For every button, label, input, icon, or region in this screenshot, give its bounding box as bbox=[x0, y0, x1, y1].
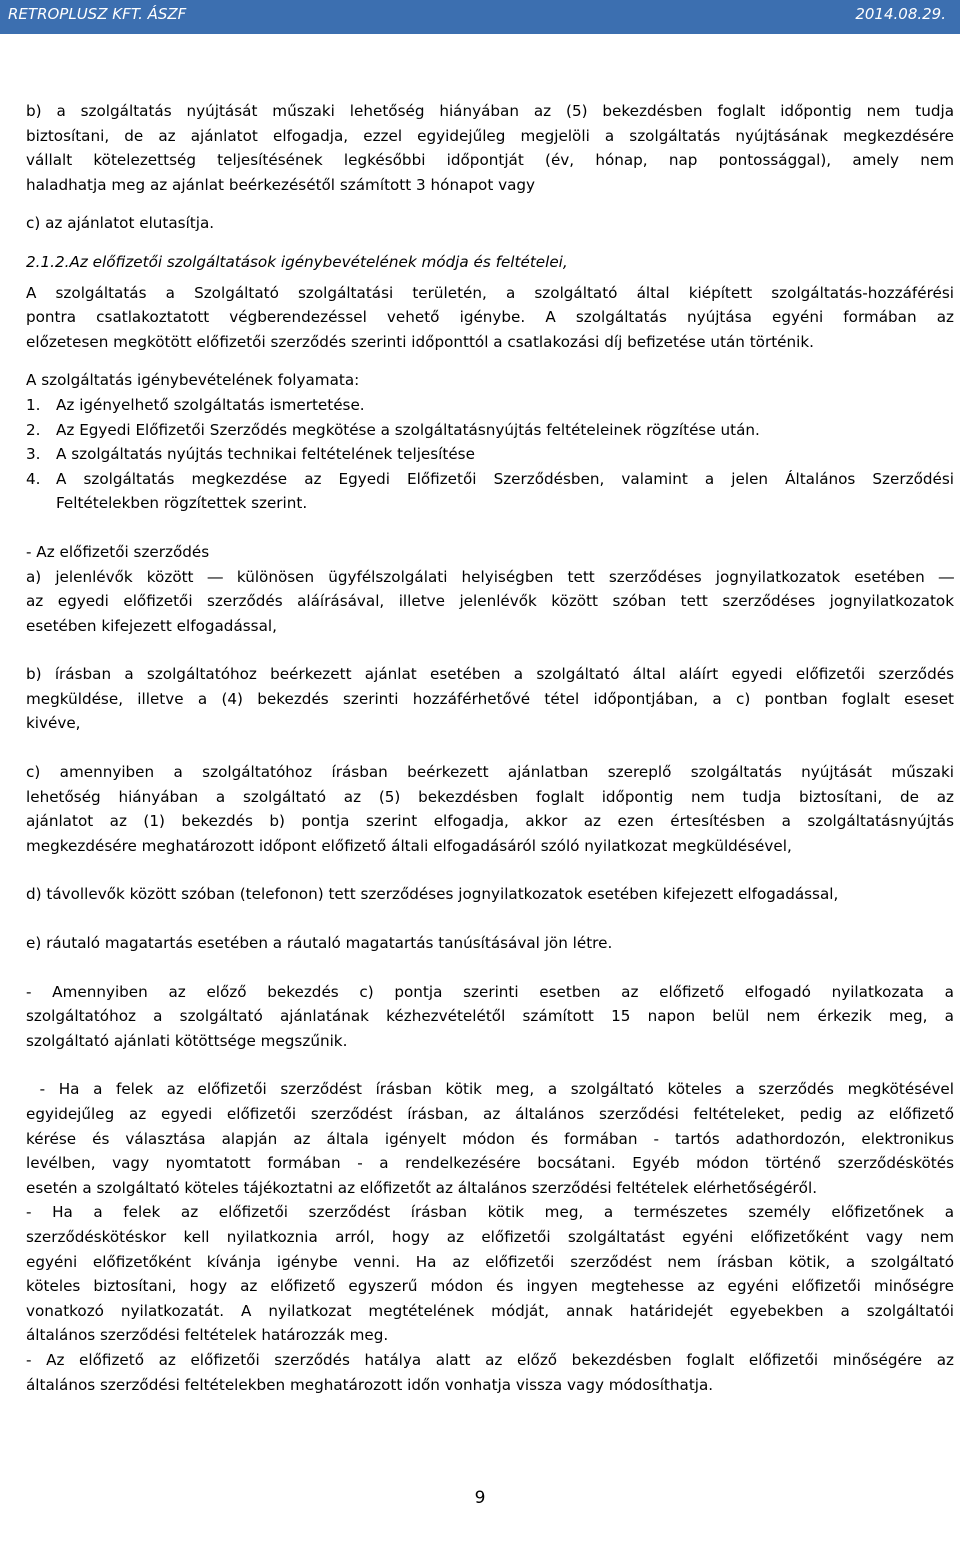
contract-paragraph-ha-1 bbox=[26, 1077, 954, 1200]
text-line: esetében kifejezett elfogadással, bbox=[26, 616, 277, 635]
list-item: 2. Az Egyedi Előfizetői Szerződés megkötése a szolgáltatásnyújtás feltételeinek rögzítése után. bbox=[26, 420, 760, 439]
intro-paragraph-c: c) az ajánlatot elutasítja. bbox=[26, 214, 215, 233]
text-line: köteles biztosítani, hogy az előfizető egyszerű módon és ingyen megtehesse az egyéni előfizetői minőségre bbox=[26, 1277, 954, 1296]
text-line: egyidejűleg az egyedi előfizetői szerződést írásban, az általános szerződési feltételeket, pedig az előfizető bbox=[26, 1105, 954, 1123]
text-line: - Ha a felek az előfizetői szerződést írásban kötik meg, a szolgáltató köteles a szerződés megkötésével bbox=[26, 1080, 954, 1099]
list-item: 1. Az igényelhető szolgáltatás ismertetése. bbox=[26, 395, 365, 414]
text-line: vállalt kötelezettség teljesítésének legkésőbbi időpontját (év, hónap, nap pontossággal), amely nem bbox=[26, 151, 954, 170]
list-item: 3. A szolgáltatás nyújtás technikai feltételének teljesítése bbox=[26, 445, 475, 464]
text-line: szolgáltató ajánlati kötöttsége megszűnik. bbox=[26, 1031, 348, 1050]
text-line: kivéve, bbox=[26, 714, 81, 733]
page-header bbox=[0, 0, 960, 34]
header-date: 2014.08.29. bbox=[855, 5, 946, 23]
section-paragraph bbox=[26, 281, 954, 355]
header-company: RETROPLUSZ KFT. ÁSZF bbox=[8, 5, 187, 23]
text-line: - Az előfizető az előfizetői szerződés hatálya alatt az előző bekezdésben foglalt előfizetői minőségére az bbox=[26, 1350, 954, 1369]
contract-paragraph-amennyiben bbox=[26, 980, 954, 1054]
text-line: lehetőség hiányában a szolgáltató az (5) bekezdésben foglalt időpontig nem tudja biztosítani, de az bbox=[26, 787, 954, 806]
contract-paragraph-e: e) ráutaló magatartás esetében a ráutaló magatartás tanúsításával jön létre. bbox=[26, 934, 613, 953]
page-number: 9 bbox=[474, 1488, 486, 1508]
contract-paragraph-a bbox=[26, 565, 954, 639]
text-line: b) a szolgáltatás nyújtását műszaki lehetőség hiányában az (5) bekezdésben foglalt időpontig nem tudja bbox=[26, 102, 954, 120]
text-line: vonatkozó nyilatkozatát. A nyilatkozat megtételének módját, annak határidejét egyebekben a szolgáltatói bbox=[26, 1301, 954, 1320]
text-line: pontra csatlakoztatott végberendezéssel vehető igénybe. A szolgáltatás nyújtása egyéni formában az bbox=[26, 308, 954, 327]
contract-paragraph-d: d) távollevők között szóban (telefonon) tett szerződéses jognyilatkozatok esetében kifejezett elfogadással, bbox=[26, 885, 839, 904]
process-list bbox=[26, 393, 954, 516]
text-line: biztosítani, de az ajánlatot elfogadja, ezzel egyidejűleg megjelöli a szolgáltatás nyújtásának megkezdésére bbox=[26, 126, 954, 145]
text-line: egyéni előfizetőként kívánja igénybe venni. Ha az előfizetői szerződést nem írásban kötik, a szolgáltató bbox=[26, 1252, 954, 1271]
contract-paragraph-b bbox=[26, 662, 954, 736]
text-line: esetén a szolgáltató köteles tájékoztatni az előfizetőt az általános szerződési feltételek elérhetőségéről. bbox=[26, 1178, 818, 1197]
text-line: a) jelenlévők között ― különösen ügyfélszolgálati helyiségben tett szerződéses jognyilatkozatok esetében ― bbox=[26, 567, 954, 586]
text-line: c) amennyiben a szolgáltatóhoz írásban beérkezett ajánlatban szereplő szolgáltatás nyújtását műszaki bbox=[26, 763, 954, 782]
text-line: - Amennyiben az előző bekezdés c) pontja szerinti esetben az előfizető elfogadó nyilatkozata a bbox=[26, 982, 954, 1001]
contract-heading: - Az előfizetői szerződés bbox=[26, 542, 210, 561]
text-line: levélben, vagy nyomtatott formában - a rendelkezésére bocsátani. Egyéb módon történő szerződéskötés bbox=[26, 1154, 954, 1173]
text-line: haladhatja meg az ajánlat beérkezésétől számított 3 hónapot vagy bbox=[26, 175, 536, 194]
text-line: b) írásban a szolgáltatóhoz beérkezett ajánlat esetében a szolgáltató által aláírt egyedi előfizetői szerződés bbox=[26, 665, 954, 684]
contract-paragraph-ha-2 bbox=[26, 1200, 954, 1348]
text-line: általános szerződési feltételek határozzák meg. bbox=[26, 1326, 389, 1345]
contract-paragraph-c bbox=[26, 760, 954, 858]
text-line: szolgáltatóhoz a szolgáltató ajánlatának kézhezvételétől számított 15 napon belül nem érkezik meg, a bbox=[26, 1007, 954, 1026]
text-line: megküldése, illetve a (4) bekezdés szerinti hozzáférhetővé tétel időpontjában, a c) pontban foglalt eseset bbox=[26, 689, 954, 708]
contract-paragraph-last bbox=[26, 1348, 954, 1397]
text-line: szerződéskötéskor kell nyilatkoznia arról, hogy az előfizetői szolgáltatást egyéni előfizetőként vagy nem bbox=[26, 1227, 954, 1246]
text-line: előzetesen megkötött előfizetői szerződés szerinti időponttól a csatlakozási díj befizetése után történik. bbox=[26, 332, 814, 351]
text-line: - Ha a felek az előfizetői szerződést írásban kötik meg, a természetes személy előfizetőnek a bbox=[26, 1203, 954, 1222]
text-line: általános szerződési feltételekben meghatározott időn vonhatja vissza vagy módosíthatja. bbox=[26, 1375, 714, 1394]
text-line: az egyedi előfizetői szerződés aláírásával, illetve jelenlévők között szóban tett szerződéses jognyilatkozatok bbox=[26, 592, 954, 611]
text-line: kérése és választása alapján az általa igényelt módon és formában - tartós adathordozón, elektronikus bbox=[26, 1129, 954, 1148]
document-body bbox=[26, 99, 954, 1397]
text-line: megkezdésére meghatározott időpont előfizető általi elfogadásáról szóló nyilatkozat megküldésével, bbox=[26, 836, 792, 855]
text-line: A szolgáltatás a Szolgáltató szolgáltatási területén, a szolgáltató által kiépített szolgáltatás-hozzáférési bbox=[26, 283, 954, 302]
text-line: ajánlatot az (1) bekezdés b) pontja szerint elfogadja, akkor az ezen értesítésben a szolgáltatásnyújtás bbox=[26, 812, 954, 831]
intro-paragraph-b bbox=[26, 99, 954, 197]
process-title: A szolgáltatás igénybevételének folyamata: bbox=[26, 371, 360, 390]
list-item: 4. A szolgáltatás megkezdése az Egyedi Előfizetői Szerződésben, valamint a jelen Általános Szerződési Feltételekben rögzítettek szerint. bbox=[26, 469, 954, 513]
section-title: 2.1.2.Az előfizetői szolgáltatások igénybevételének módja és feltételei, bbox=[26, 252, 568, 271]
